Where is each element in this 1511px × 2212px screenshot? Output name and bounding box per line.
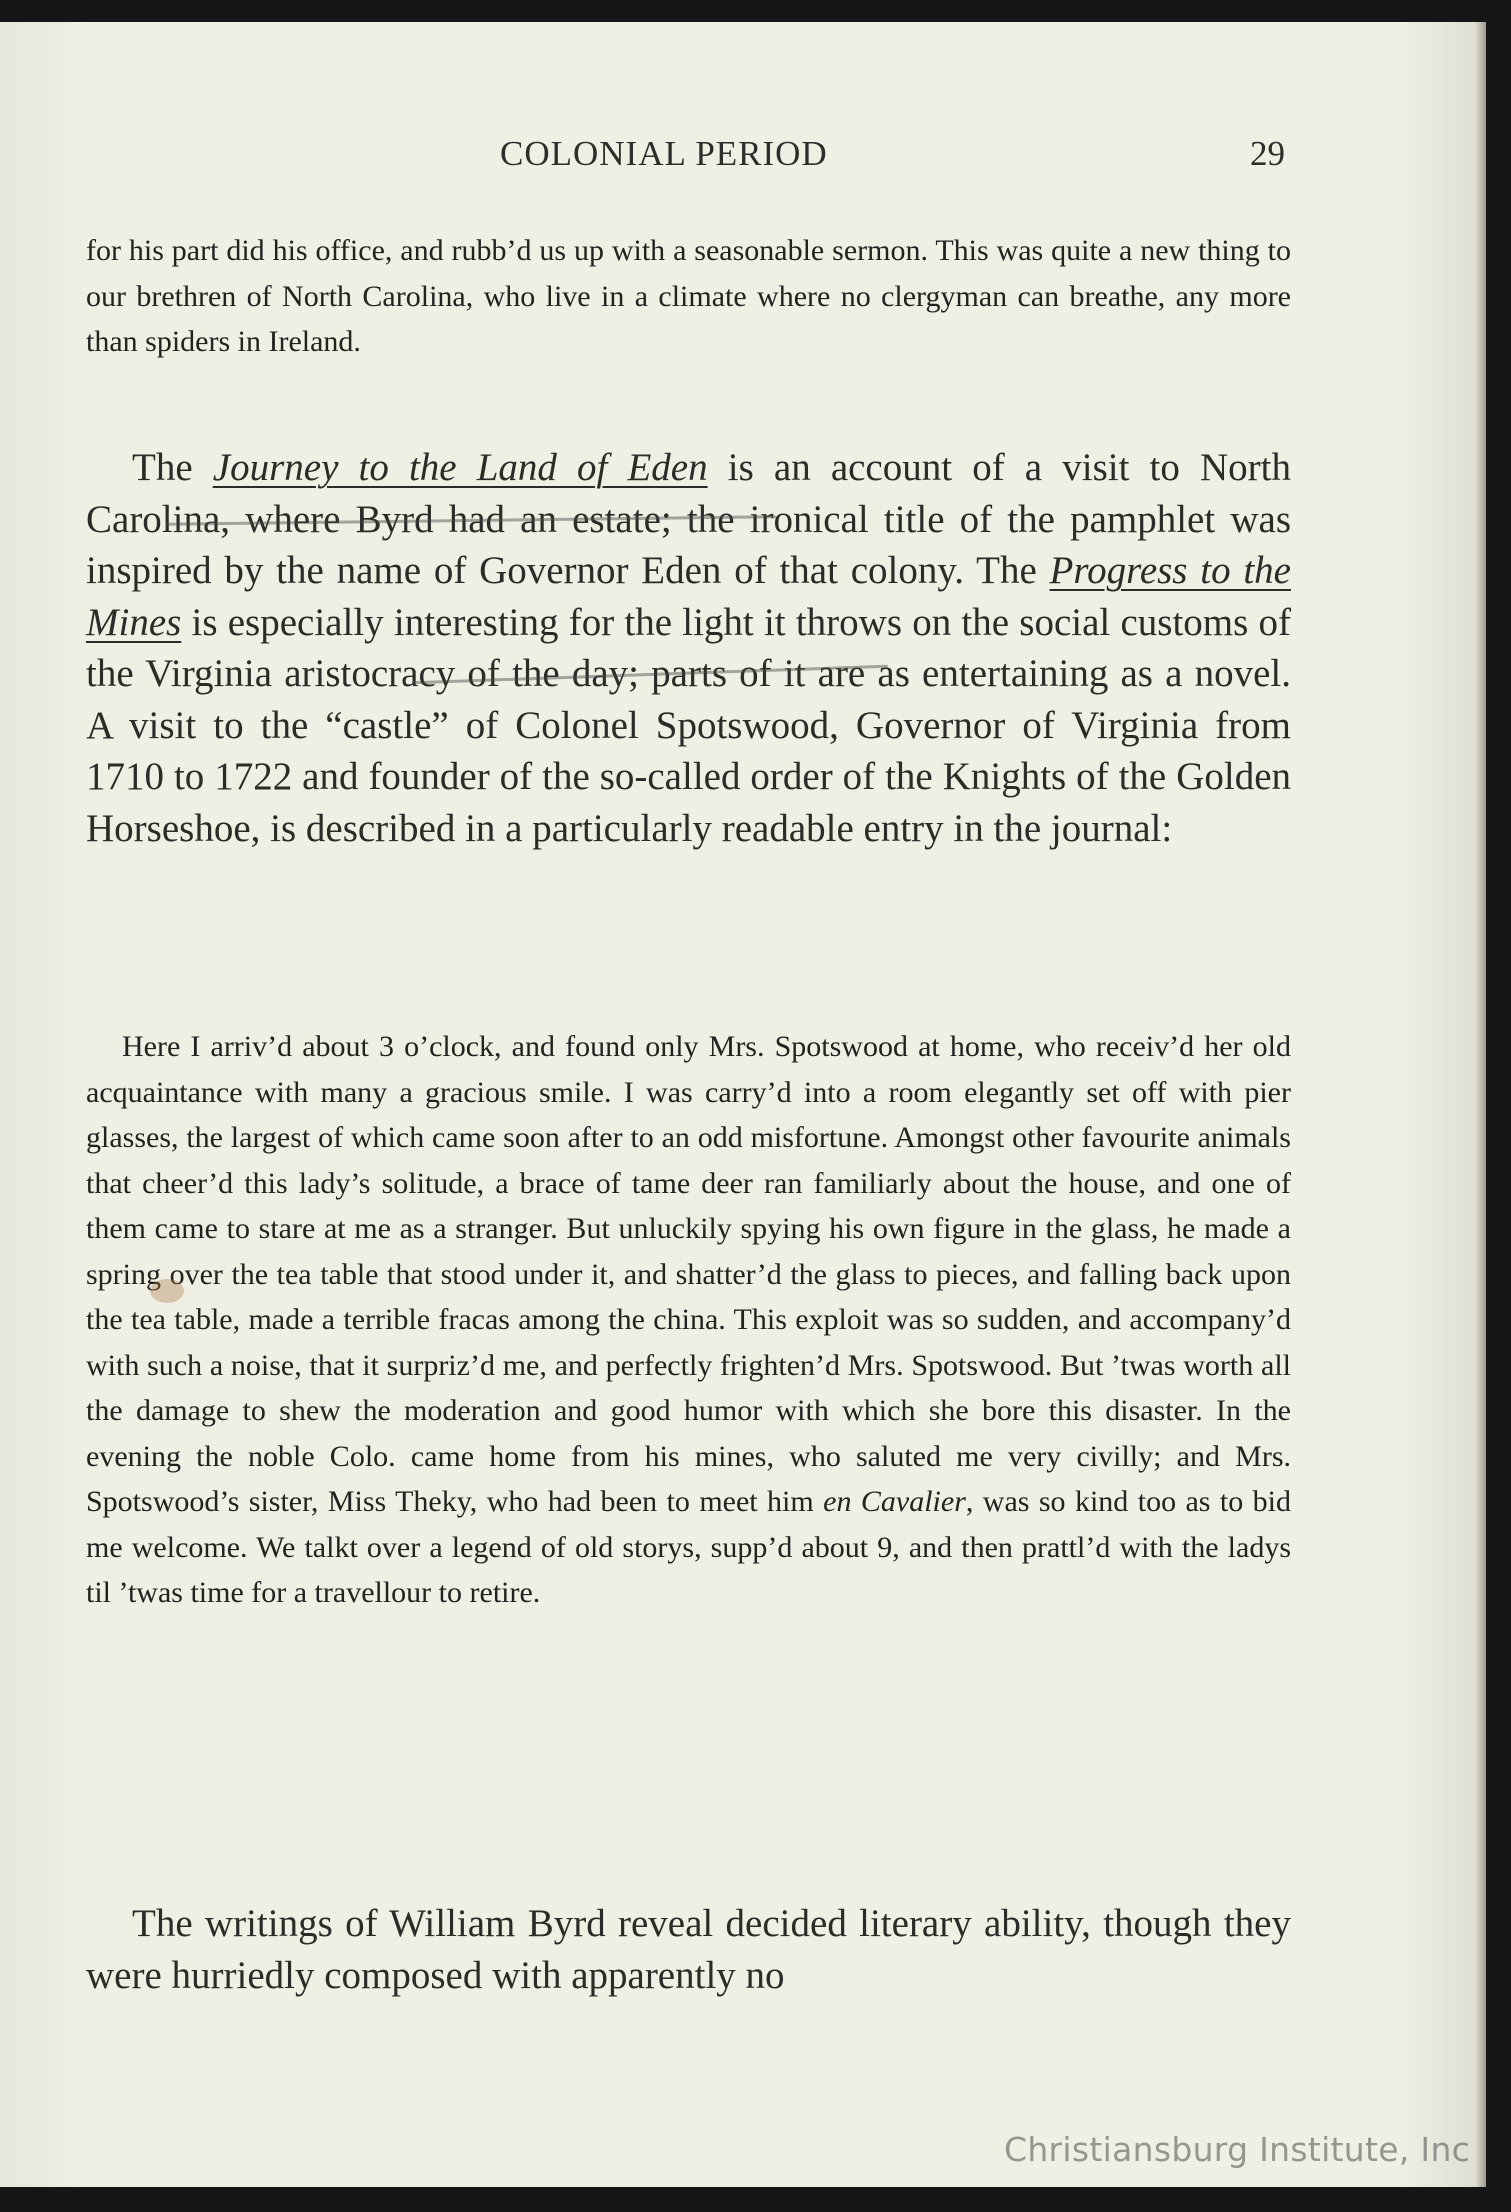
block-quote-top <box>86 228 1291 365</box>
progress-title: Progress to the Mines <box>86 549 1291 644</box>
running-head: COLONIAL PERIOD <box>500 134 828 173</box>
block-quote-main <box>86 1024 1291 1616</box>
paragraph-one-middle: is an account of a visit to North Carolina, where Byrd had an estate; the ironical title of the pamphlet was inspired by the name of Governor Eden of that colony. The <box>86 446 1291 592</box>
body-paragraph-one <box>86 442 1291 854</box>
paragraph-two-text: The writings of William Byrd reveal decided literary ability, though they were hurriedly composed with apparently no <box>86 1902 1291 1997</box>
quote-main-text-after-italic: , was so kind too as to bid me welcome. We talkt over a legend of old storys, supp’d about 9, and then prattl’d with the ladys til ’twas time for a travellour to retire. <box>86 1485 1291 1609</box>
page-number: 29 <box>1250 134 1285 173</box>
watermark-text: Christiansburg Institute, Inc <box>1004 2130 1471 2169</box>
book-page <box>0 22 1486 2187</box>
quote-main-italic-phrase: en Cavalier <box>823 1485 966 1518</box>
body-paragraph-two <box>86 1898 1291 2001</box>
paragraph-one-lead: The <box>132 446 213 489</box>
page-edge-shadow <box>1476 22 1486 2187</box>
page-header <box>0 134 1486 178</box>
paragraph-one-rest: is especially interesting for the light it throws on the social customs of the Virginia aristocracy of the day; parts of it are as entertaining as a novel. A visit to the “castle” of Colonel Spotswood, Governor of Virginia from 1710 to 1722 and founder of the so-called order of the Knights of the Golden Horseshoe, is described in a particularly readable entry in the journal: <box>86 600 1291 850</box>
page-stain <box>150 1279 184 1303</box>
journey-title: Journey to the Land of Eden <box>212 446 708 489</box>
quote-main-text-before-italic: Here I arriv’d about 3 o’clock, and found only Mrs. Spotswood at home, who receiv’d her old acquaintance with many a gracious smile. I was carry’d into a room elegantly set off with pier glasses, the largest of which came soon after to an odd misfortune. Amongst other favourite animals that cheer’d this lady’s solitude, a brace of tame deer ran familiarly about the house, and one of them came to stare at me as a stranger. But unluckily spying his own figure in the glass, he made a spring over the tea table that stood under it, and shatter’d the glass to pieces, and falling back upon the tea table, made a terrible fracas among the china. This exploit was so sudden, and accompany’d with such a noise, that it surpriz’d me, and perfectly frighten’d Mrs. Spotswood. But ’twas worth all the damage to shew the moderation and good humor with which she bore this disaster. In the evening the noble Colo. came home from his mines, who saluted me very civilly; and Mrs. Spotswood’s sister, Miss Theky, who had been to meet him <box>86 1030 1291 1518</box>
quote-top-text: for his part did his office, and rubb’d us up with a seasonable sermon. This was quite a new thing to our brethren of North Carolina, who live in a climate where no clergyman can breathe, any more than spiders in Ireland. <box>86 234 1291 358</box>
